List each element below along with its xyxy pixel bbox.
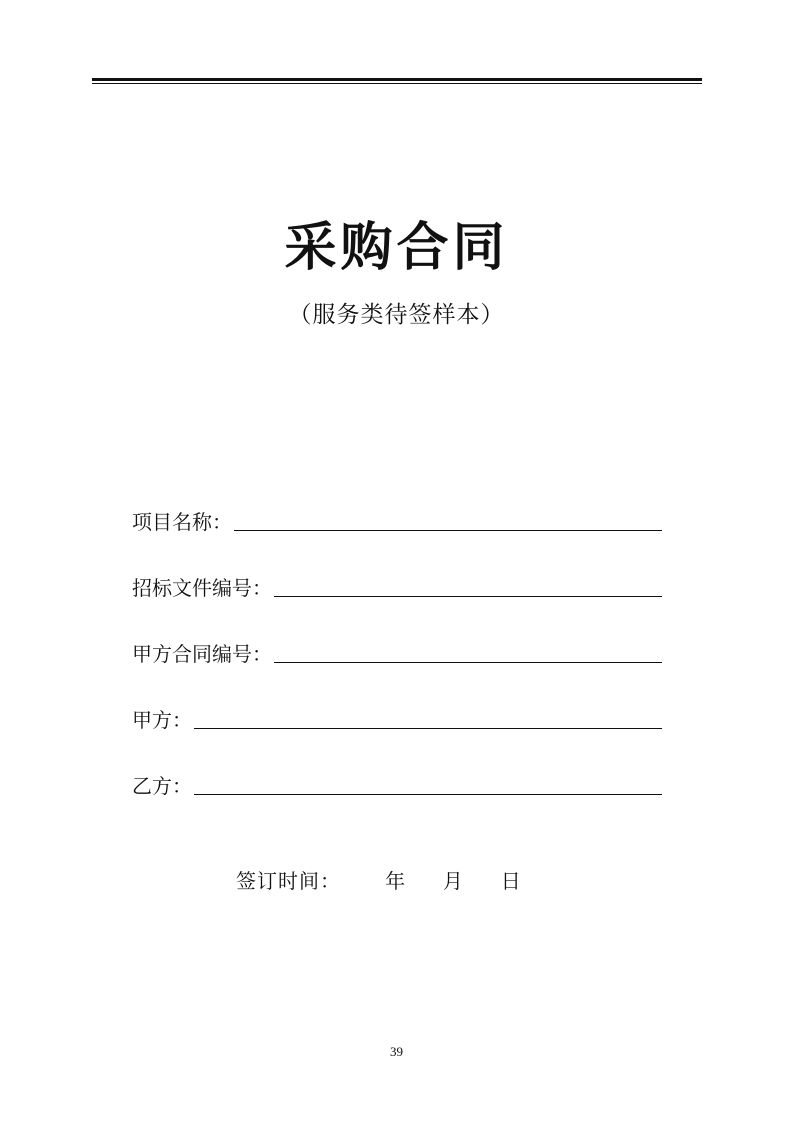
field-row-party-a [132,668,662,734]
page-subtitle: （服务类待签样本） [288,302,505,328]
field-input-project-name[interactable] [234,529,662,531]
page-number: 39 [390,1044,403,1059]
contract-fields [132,470,662,800]
field-input-party-b[interactable] [194,793,662,795]
field-label-party-a-contract-number: 甲方合同编号： [132,642,272,666]
field-input-party-a-contract-number[interactable] [274,661,662,663]
field-row-tender-doc-number [132,536,662,602]
field-input-party-a[interactable] [194,727,662,729]
signing-date-line: 签订时间： 年 月 日 [236,869,522,893]
field-input-tender-doc-number[interactable] [274,595,662,597]
field-label-party-b: 乙方： [132,774,192,798]
field-label-party-a: 甲方： [132,708,192,732]
field-label-tender-doc-number: 招标文件编号： [132,576,272,600]
header-double-rule [92,78,702,84]
page-title: 采购合同 [284,217,509,278]
header-rule-thin [92,83,702,84]
field-label-project-name: 项目名称： [132,510,232,534]
field-row-party-a-contract-number [132,602,662,668]
field-row-party-b [132,734,662,800]
field-row-project-name [132,470,662,536]
